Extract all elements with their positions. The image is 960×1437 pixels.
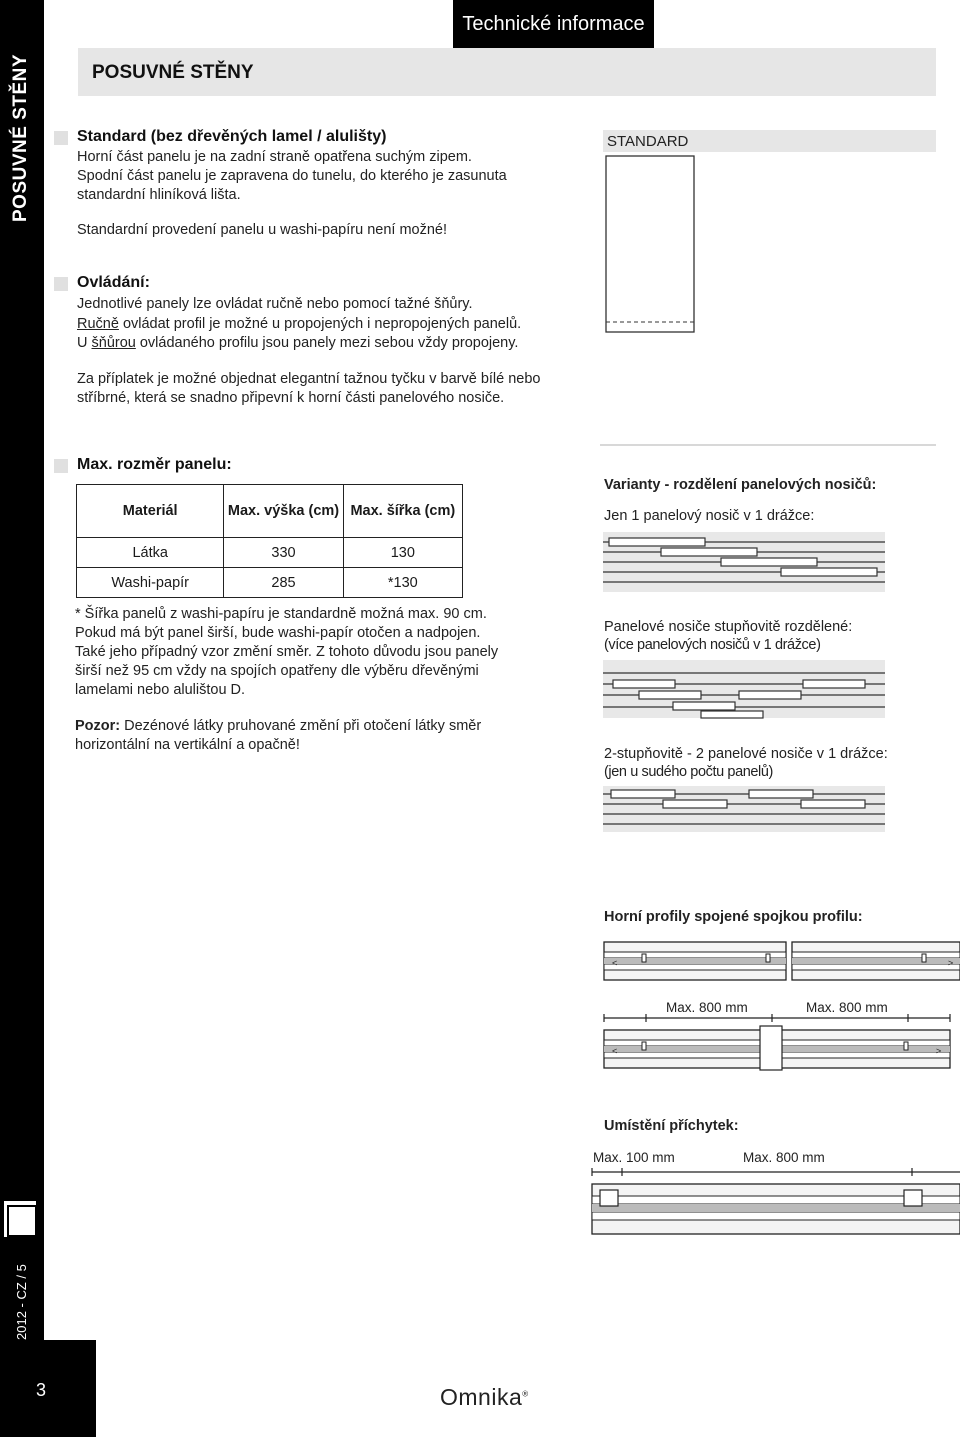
sidebar-title: POSUVNÉ STĚNY <box>10 53 31 222</box>
clips-drawing <box>592 1166 960 1244</box>
variant-3-sublabel: (jen u sudého počtu panelů) <box>604 764 773 780</box>
page-number-block <box>0 1340 96 1437</box>
page-title: POSUVNÉ STĚNY <box>92 62 254 83</box>
variant-3-label: 2-stupňovitě - 2 panelové nosiče v 1 drážce: <box>604 746 888 762</box>
profiles-connected-drawing <box>604 1012 950 1070</box>
table-cell: 330 <box>224 538 343 568</box>
control-line <box>77 334 518 353</box>
edition-label: 2012 - CZ / 5 <box>14 1264 29 1340</box>
table-header: Max. šířka (cm) <box>343 485 462 538</box>
standard-line: Horní část panelu je na zadní straně opatřena suchým zipem. <box>77 149 472 165</box>
variant-2-label: Panelové nosiče stupňovitě rozdělené: <box>604 619 853 635</box>
standard-label: STANDARD <box>607 133 689 150</box>
variant-3-drawing <box>603 786 885 832</box>
table-cell: 285 <box>224 568 343 598</box>
bullet-square <box>54 131 68 145</box>
warning-label: Pozor: <box>75 718 121 734</box>
max-100-label: Max. 100 mm <box>593 1150 675 1165</box>
svg-text:>: > <box>948 958 954 968</box>
control-line-text: ovládat profil je možné u propojených i nepropojených panelů. <box>118 316 522 332</box>
footnote-line: Také jeho případný vzor změní směr. Z tohoto důvodu jsou panely <box>75 644 499 660</box>
max-800-label: Max. 800 mm <box>743 1150 825 1165</box>
svg-text:>: > <box>936 1046 942 1056</box>
control-line-text: U <box>77 335 92 351</box>
spec-table <box>76 484 463 598</box>
control-extra: Za příplatek je možné objednat elegantní tažnou tyčku v barvě bílé nebo <box>77 371 541 387</box>
book-icon <box>2 1196 44 1240</box>
variants-heading: Varianty - rozdělení panelových nosičů: <box>604 477 877 493</box>
control-heading: Ovládání: <box>77 274 150 291</box>
footnote-line: lamelami nebo alulištou D. <box>75 682 246 698</box>
svg-text:<: < <box>612 958 618 968</box>
bullet-square <box>54 459 68 473</box>
warning-text: Dezénové látky pruhované změní při otočení látky směr <box>120 718 482 734</box>
warning-line: horizontální na vertikální a opačně! <box>75 737 300 753</box>
footnote-line: Pokud má být panel širší, bude washi-papír otočen a nadpojen. <box>75 625 481 641</box>
control-line: Jednotlivé panely lze ovládat ručně nebo pomocí tažné šňůry. <box>77 296 473 312</box>
page-number: 3 <box>36 1380 47 1400</box>
control-extra: stříbrné, která se snadno připevní k horní části panelového nosiče. <box>77 390 505 406</box>
bullet-square <box>54 277 68 291</box>
footnote-line: širší než 95 cm vždy na spojích opatřeny dle výběru dřevěnými <box>75 663 479 679</box>
max-800-label: Max. 800 mm <box>666 1000 748 1015</box>
table-header: Materiál <box>77 485 224 538</box>
variant-2-sublabel: (více panelových nosičů v 1 drážce) <box>604 637 821 653</box>
table-row <box>77 538 463 568</box>
control-line <box>77 315 521 334</box>
standard-line: Spodní část panelu je zapravena do tunelu, do kterého je zasunuta <box>77 168 507 184</box>
logo-text: Omnika <box>440 1384 523 1410</box>
omnika-logo: Omnika® <box>440 1384 529 1410</box>
underlined-word: Ručně <box>77 316 119 332</box>
clips-heading: Umístění příchytek: <box>604 1118 739 1134</box>
control-line-text: ovládaného profilu jsou panely mezi sebou vždy propojeny. <box>135 335 519 351</box>
variant-1-label: Jen 1 panelový nosič v 1 drážce: <box>604 508 815 524</box>
table-cell: Washi-papír <box>77 568 224 598</box>
footnote-line: * Šířka panelů z washi-papíru je standardně možná max. 90 cm. <box>75 606 487 622</box>
standard-line: standardní hliníková lišta. <box>77 187 241 203</box>
table-row <box>77 568 463 598</box>
max-800-label: Max. 800 mm <box>806 1000 888 1015</box>
table-header-row <box>77 485 463 538</box>
variant-2-drawing <box>603 660 885 718</box>
standard-panel-drawing <box>600 150 700 340</box>
standard-heading: Standard (bez dřevěných lamel / alulišty) <box>77 128 387 145</box>
max-size-heading: Max. rozměr panelu: <box>77 456 232 473</box>
table-cell: 130 <box>343 538 462 568</box>
svg-text:<: < <box>612 1046 618 1056</box>
connect-heading: Horní profily spojené spojkou profilu: <box>604 909 863 925</box>
divider <box>600 444 936 446</box>
table-cell: Látka <box>77 538 224 568</box>
variant-1-drawing <box>603 532 885 592</box>
table-cell: *130 <box>343 568 462 598</box>
underlined-word: šňůrou <box>91 335 136 351</box>
table-header: Max. výška (cm) <box>224 485 343 538</box>
header-tab: Technické informace <box>453 0 654 48</box>
profiles-separate-drawing <box>604 940 960 986</box>
standard-note: Standardní provedení panelu u washi-papíru není možné! <box>77 222 447 238</box>
warning-line <box>75 717 481 736</box>
